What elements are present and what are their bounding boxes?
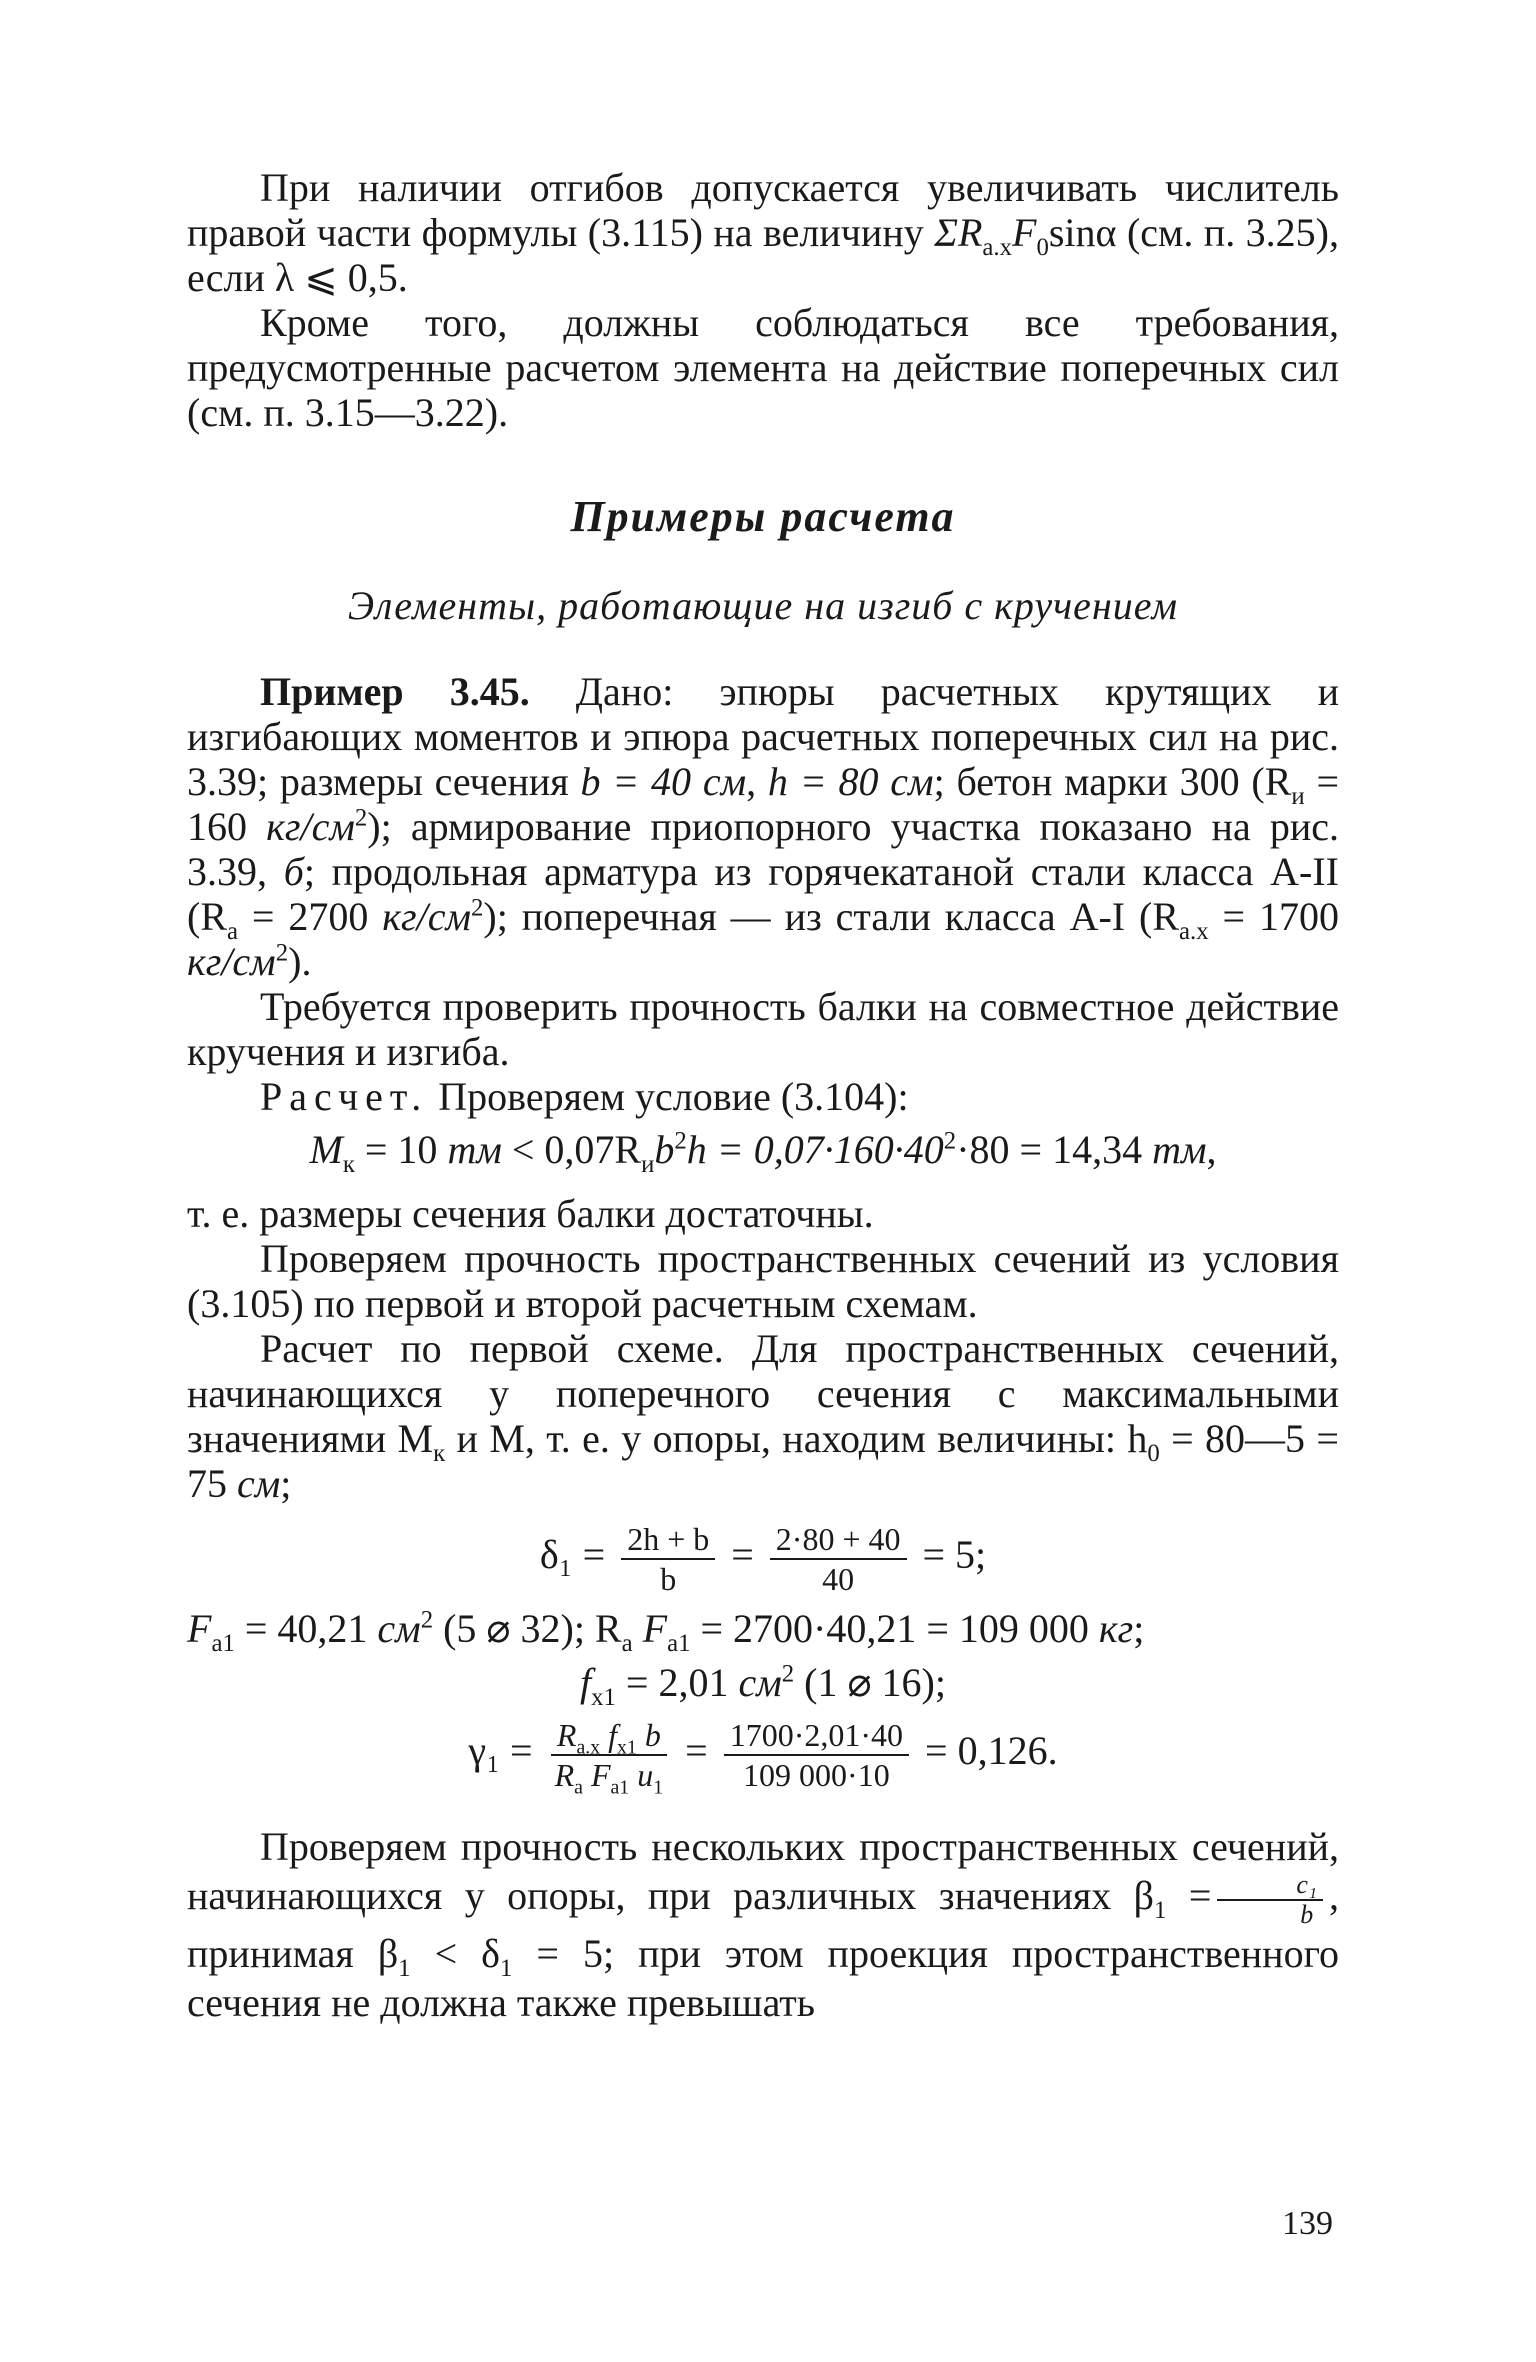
text: = 1700 [1208,894,1340,939]
equation-gamma: γ₁ = $\frac{R_{a.x} f_{x1} b}{R_a F_{a1} u_1}$ = $\frac{1700\cdot 2,01\cdot 40}{109 000\cdot 10}$ = 0,126. [468,1717,1058,1799]
subscript: и [1291,783,1305,810]
symbol: ΣR [934,210,983,255]
text: Проверяем условие (3.104): [428,1074,909,1119]
calc-label: Расчет. [260,1074,429,1119]
paragraph-calc [187,1074,1339,1119]
text: sinα (см. п. 3.25), если λ ⩽ 0,5. [187,210,1340,300]
paragraph-several-sections: Проверяем прочность нескольких пространственных сечений, начинающихся у опоры, при различных значениях $\beta_1$ = $\frac{\text{c₁}}{b}$ , принимая $\beta_1 < \delta_1 = 5$; при этом проекция пространственного сечения не должна также превышать [187,1824,1340,2025]
text: ; продольная арматура из горячекатаной стали класса А-II (R [187,849,1340,939]
text: Дано: эпюры расчетных крутящих и изгибающих моментов и эпюра расчетных поперечных сил на рис. 3.39; размеры сечения [187,669,1339,804]
section-heading: Примеры расчета [570,492,956,541]
figure-ref: б [283,849,304,894]
equation-fx: $f_{x1} = 2,01$ $см^2$ (1 ⌀ 16); [579,1660,946,1711]
symbol: F [1012,210,1037,255]
subscript: a.x [982,234,1013,261]
value: h = 80 см [767,759,934,804]
subscript: 0 [1036,234,1049,261]
unit: кг/см [382,894,472,939]
subscript: a.x [1179,918,1209,945]
section-subheading: Элементы, работающие на изгиб с кручением [347,583,1179,628]
text: ). [288,939,312,984]
text: При наличии отгибов допускается увеличивать числитель правой части формулы (3.115) на величину [187,165,1339,255]
paragraph-example: Пример 3.45. Дано: эпюры расчетных крутящих и изгибающих моментов и эпюра расчетных поперечных сил на рис. 3.39; размеры сечения b = 40 см, h = 80 см; бетон марки 300 ($R_и = 160$ $кг/см^2$); армирование приопорного участка показано на рис. 3.39, б; продольная арматура из горячекатаной стали класса А-II ($R_a = 2700$ $кг/см^2$); поперечная — из стали класса А-I ($R_{a.x} = 1700$ $кг/см^2$). [187,669,1340,984]
unit: кг/см [187,939,276,984]
subscript: a [227,918,239,945]
paragraph-sufficient: т. е. размеры сечения балки достаточны. [187,1191,874,1236]
paragraph-required: Требуется проверить прочность балки на совместное действие кручения и изгиба. [187,984,1339,1074]
equation-delta: δ₁ = $\frac{2h + b}{b}$ = $\frac{2\cdot 80 + 40}{40}$ = 5; [539,1521,987,1597]
text: ); поперечная — из стали класса А-I (R [483,894,1180,939]
equation-mk: $M_к = 10$ тм < $0,07R_иb^2h = 0,07\cdot 160\cdot 40^2\cdot 80 = 14,34$ тм, [309,1127,1217,1178]
text: = 160 [187,759,1340,849]
fraction: $\frac{1700\cdot 2,01\cdot 40}{109 000\cdot 10}$ [724,1716,909,1794]
equation-fa: $F_{a1} = 40,21$ $см^2$ (5 ⌀ 32); $R_a$ $F_{a1} = 2700\cdot 40,21 = 109$ 000 кг; [187,1606,1145,1657]
text: , [746,759,768,804]
unit: кг/см [266,804,355,849]
paragraph-requirements: Кроме того, должны соблюдаться все требования, предусмотренные расчетом элемента на действие поперечных сил (см. п. 3.15—3.22). [187,300,1339,435]
example-label: Пример 3.45. [260,669,530,714]
paragraph-check: Проверяем прочность пространственных сечений из условия (3.105) по первой и второй расчетным схемам. [187,1236,1339,1326]
text: ; бетон марки 300 (R [933,759,1292,804]
text: ); армирование приопорного участка показано на рис. 3.39, [187,804,1340,894]
fraction: $\frac{R_{a.x} f_{x1} b}{R_a F_{a1} u_1}$ [549,1716,670,1794]
paragraph-first-scheme: Расчет по первой схеме. Для пространственных сечений, начинающихся у поперечного сечения с максимальными значениями $M_к$ и M, т. е. у опоры, находим величины: $h_0$ = 80—5 = 75 см; [187,1326,1339,1506]
text: = 2700 [238,894,383,939]
value: b = 40 см [580,759,747,804]
page-body [187,165,1339,2027]
page-number: 139 [1282,2205,1333,2242]
fraction: $\frac{2h + b}{b}$ [621,1520,715,1598]
fraction: $\frac{2\cdot 80 + 40}{40}$ [770,1520,907,1598]
paragraph-bends [187,165,1339,300]
